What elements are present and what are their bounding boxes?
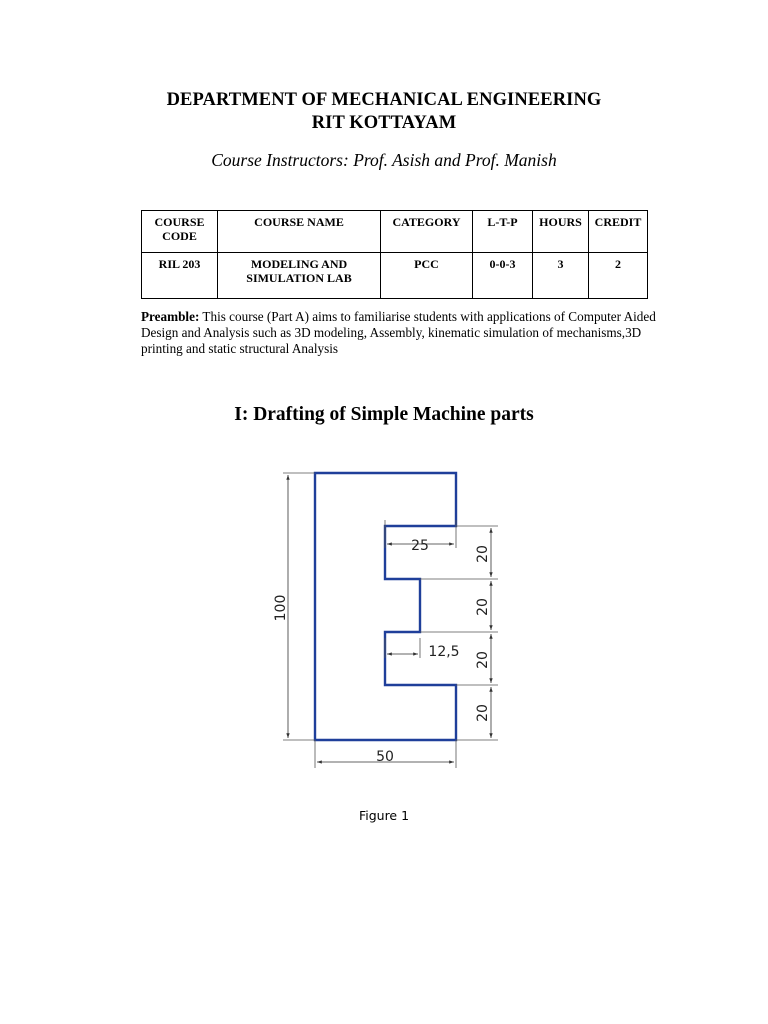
dim-step-4: 20 xyxy=(475,704,491,722)
department-name: DEPARTMENT OF MECHANICAL ENGINEERING xyxy=(166,90,602,110)
header-course-code: COURSE CODE xyxy=(142,211,218,253)
dim-slot-depth-25: 25 xyxy=(411,538,429,554)
cell-credit: 2 xyxy=(589,253,648,299)
header-category: CATEGORY xyxy=(381,211,473,253)
course-instructors: Course Instructors: Prof. Asish and Prof. Manish xyxy=(211,150,557,170)
dim-step-3: 20 xyxy=(475,651,491,669)
dim-inner-depth-12-5: 12,5 xyxy=(428,644,460,660)
cell-hours: 3 xyxy=(533,253,589,299)
department-heading xyxy=(0,89,768,135)
header-ltp: L-T-P xyxy=(473,211,533,253)
cell-ltp: 0-0-3 xyxy=(473,253,533,299)
preamble-text: This course (Part A) aims to familiarise students with applications of Computer Aided Design and Analysis such as 3D modeling, Assembly, kinematic simulation of mechanisms,3D printing and static structural Analysis xyxy=(141,309,656,356)
cell-course-name: MODELING AND SIMULATION LAB xyxy=(218,253,381,299)
technical-drawing xyxy=(258,458,508,773)
dim-step-1: 20 xyxy=(475,545,491,563)
part-outline xyxy=(315,473,456,740)
preamble xyxy=(141,309,661,357)
table-row xyxy=(142,253,648,299)
cell-category: PCC xyxy=(381,253,473,299)
institute-name: RIT KOTTAYAM xyxy=(311,113,457,133)
section-title: I: Drafting of Simple Machine parts xyxy=(234,404,534,425)
cell-course-code: RIL 203 xyxy=(142,253,218,299)
dimension-lines xyxy=(288,475,491,762)
course-table xyxy=(141,210,648,299)
table-header-row xyxy=(142,211,648,253)
header-credit: CREDIT xyxy=(589,211,648,253)
preamble-label: Preamble: xyxy=(141,309,200,324)
figure-caption: Figure 1 xyxy=(358,808,410,823)
header-hours: HOURS xyxy=(533,211,589,253)
header-course-name: COURSE NAME xyxy=(218,211,381,253)
dim-step-2: 20 xyxy=(475,598,491,616)
dim-height-100: 100 xyxy=(273,594,289,622)
dim-width-50: 50 xyxy=(376,749,394,765)
